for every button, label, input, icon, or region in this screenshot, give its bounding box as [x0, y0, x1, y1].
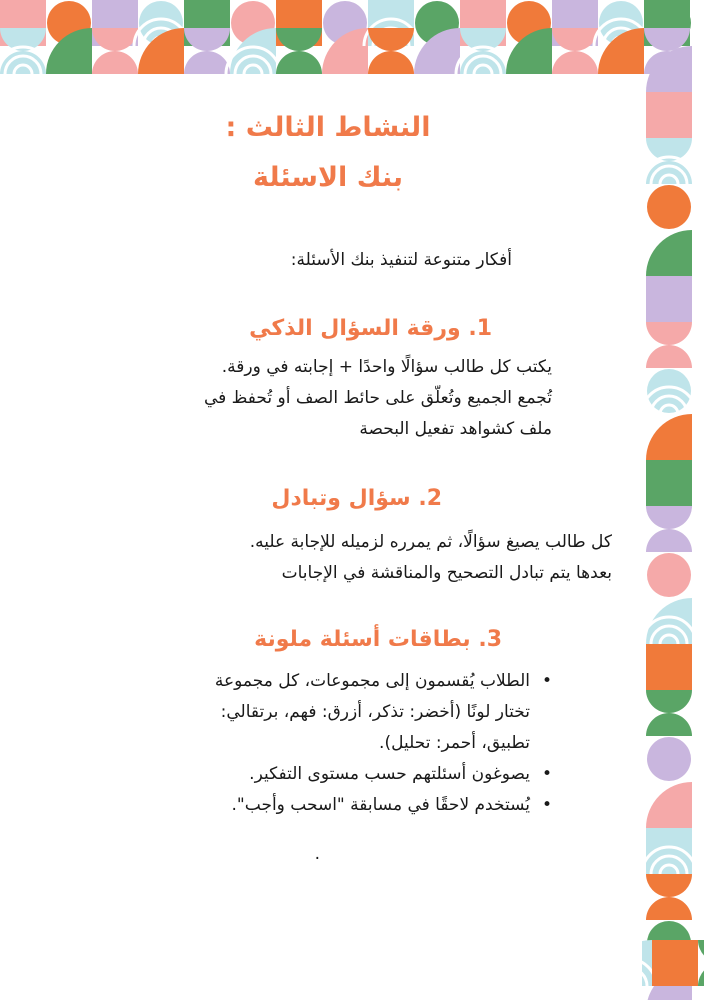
- trailing-dot: .: [314, 844, 320, 864]
- pattern-tile: [647, 553, 691, 597]
- pattern-tile: [646, 782, 692, 828]
- page-title: النشاط الثالث :: [225, 112, 431, 143]
- section1-line: تُجمع الجميع وتُعلّق على حائط الصف أو تُحفظ في: [203, 388, 552, 408]
- pattern-tile: [646, 874, 692, 920]
- section2-line: كل طالب يصيغ سؤالًا، ثم يمرره لزميله للإجابة عليه.: [249, 532, 612, 552]
- pattern-tile: [552, 28, 598, 74]
- pattern-tile: [652, 940, 698, 986]
- list-item: [215, 759, 552, 790]
- pattern-tile: [646, 230, 692, 276]
- section3-heading: 3. بطاقات أسئلة ملونة: [254, 627, 502, 652]
- section1-heading: 1. ورقة السؤال الذكي: [249, 316, 492, 341]
- pattern-tile: [92, 28, 138, 74]
- bullet: •: [541, 671, 552, 691]
- section1-line: ملف كشواهد تفعيل البحصة: [359, 419, 552, 439]
- intro-text: أفكار متنوعة لتنفيذ بنك الأسئلة:: [290, 250, 512, 270]
- section2-heading: 2. سؤال وتبادل: [271, 486, 442, 511]
- page-subtitle: بنك الاسئلة: [252, 162, 404, 193]
- list-item-line: يُستخدم لاحقًا في مسابقة "اسحب وأجب".: [231, 795, 530, 815]
- pattern-tile: [368, 28, 414, 74]
- list-item-line: يصوغون أسئلتهم حسب مستوى التفكير.: [249, 764, 530, 784]
- section2-text: [250, 527, 612, 589]
- bullet: •: [541, 764, 552, 784]
- list-item-line: تطبيق، أحمر: تحليل).: [379, 733, 530, 753]
- pattern-tile: [698, 940, 704, 986]
- section1-text: [204, 352, 552, 445]
- list-item: [215, 790, 552, 821]
- pattern-tile: [647, 185, 691, 229]
- pattern-tile: [646, 414, 692, 460]
- section1-line: يكتب كل طالب سؤالًا واحدًا + إجابته في ورقة.: [221, 357, 552, 377]
- list-item-line: تختار لونًا (أخضر: تذكر، أزرق: فهم، برتقالي:: [220, 702, 530, 722]
- pattern-tile: [646, 92, 692, 138]
- section3-list: [215, 666, 552, 821]
- document-page: [4, 74, 642, 1000]
- list-item: [215, 666, 552, 759]
- pattern-tile: [646, 690, 692, 736]
- pattern-tile: [646, 506, 692, 552]
- pattern-tile: [276, 28, 322, 74]
- pattern-tile: [647, 737, 691, 781]
- pattern-tile: [184, 28, 230, 74]
- pattern-tile: [646, 644, 692, 690]
- pattern-tile: [646, 460, 692, 506]
- list-item-line: الطلاب يُقسمون إلى مجموعات، كل مجموعة: [214, 671, 530, 691]
- section2-line: بعدها يتم تبادل التصحيح والمناقشة في الإجابات: [281, 563, 612, 583]
- bullet: •: [541, 795, 552, 815]
- pattern-tile: [646, 322, 692, 368]
- pattern-tile: [646, 276, 692, 322]
